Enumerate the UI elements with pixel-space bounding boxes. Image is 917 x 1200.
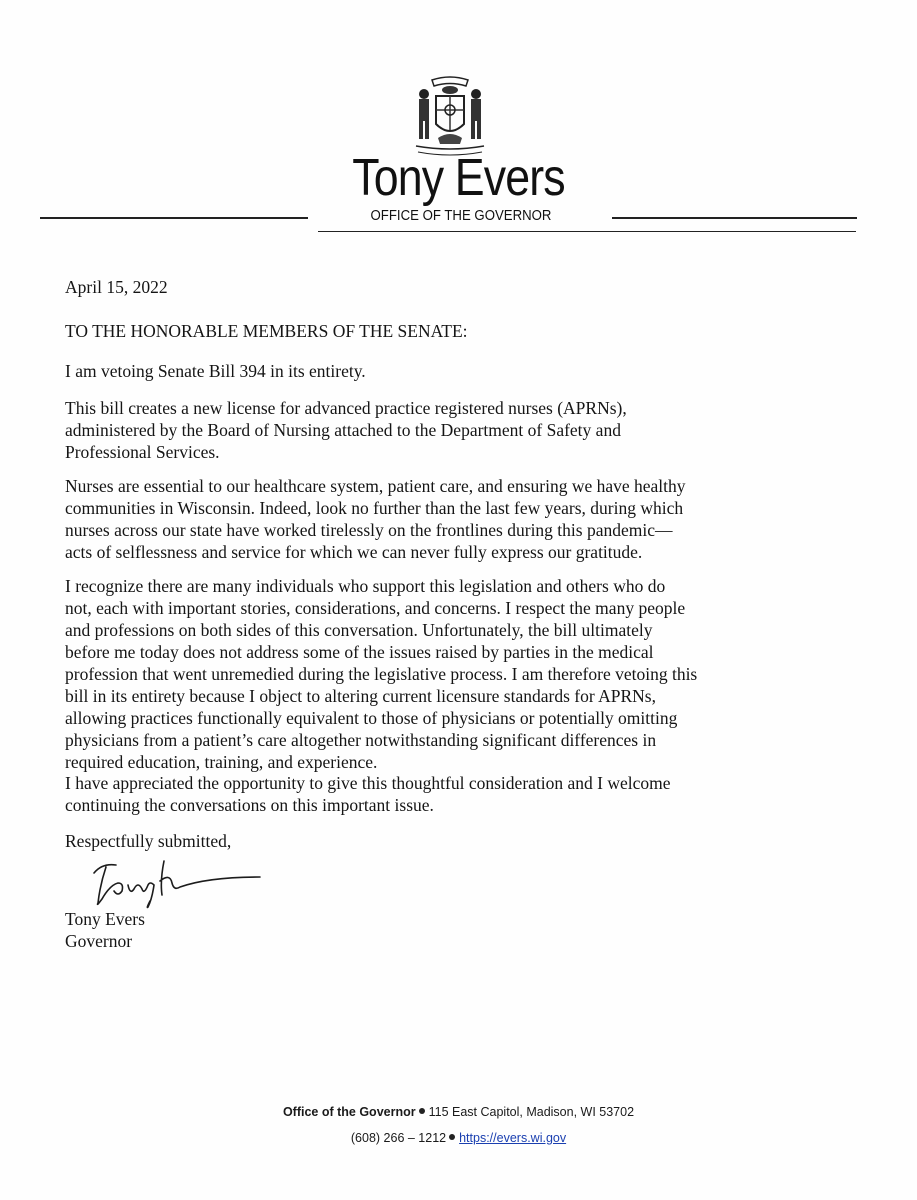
letterhead-rule-under bbox=[318, 231, 856, 232]
footer-phone: (608) 266 – 1212 bbox=[350, 1131, 447, 1145]
paragraph-line: I have appreciated the opportunity to give this thoughtful consideration and I welcome bbox=[65, 773, 671, 793]
letter-closing: Respectfully submitted, bbox=[65, 831, 232, 851]
paragraph-line: acts of selflessness and service for which we can never fully express our gratitude. bbox=[65, 542, 643, 562]
footer-address-line bbox=[0, 1105, 917, 1119]
letterhead-name: Tony Evers bbox=[352, 149, 565, 207]
footer-contact-line bbox=[0, 1131, 917, 1145]
paragraph-line: I recognize there are many individuals who support this legislation and others who do bbox=[65, 576, 666, 596]
signer-name: Tony Evers bbox=[65, 909, 145, 929]
paragraph-line: and professions on both sides of this conversation. Unfortunately, the bill ultimately bbox=[65, 620, 653, 640]
paragraph-2 bbox=[65, 397, 845, 463]
paragraph-line: bill in its entirety because I object to altering current licensure standards for APRNs, bbox=[65, 686, 656, 706]
paragraph-line: administered by the Board of Nursing attached to the Department of Safety and bbox=[65, 420, 621, 440]
paragraph-line: communities in Wisconsin. Indeed, look no further than the last few years, during which bbox=[65, 498, 684, 518]
footer-office: Office of the Governor bbox=[282, 1105, 416, 1119]
letter-date: April 15, 2022 bbox=[65, 277, 168, 297]
paragraph-line: profession that went unremedied during the legislative process. I am therefore vetoing this bbox=[65, 664, 698, 684]
paragraph-line: continuing the conversations on this important issue. bbox=[65, 795, 434, 815]
paragraph-line: allowing practices functionally equivalent to those of physicians or potentially omitting bbox=[65, 708, 678, 728]
signer-title: Governor bbox=[65, 931, 133, 951]
signer-block bbox=[65, 908, 145, 952]
paragraph-5 bbox=[65, 772, 845, 816]
paragraph-line: before me today does not address some of the issues raised by parties in the medical bbox=[65, 642, 654, 662]
paragraph-line: This bill creates a new license for advanced practice registered nurses (APRNs), bbox=[65, 398, 627, 418]
paragraph-line: required education, training, and experience. bbox=[65, 752, 378, 772]
bullet-icon bbox=[449, 1134, 455, 1140]
paragraph-3 bbox=[65, 475, 845, 563]
paragraph-4 bbox=[65, 575, 845, 773]
paragraph-line: Professional Services. bbox=[65, 442, 220, 462]
letterhead-rule-right bbox=[612, 217, 857, 219]
paragraph-1 bbox=[65, 360, 845, 382]
letterhead-rule-left bbox=[40, 217, 308, 219]
paragraph-line: Nurses are essential to our healthcare system, patient care, and ensuring we have healthy bbox=[65, 476, 686, 496]
bullet-icon bbox=[419, 1108, 425, 1114]
letterhead-office: OFFICE OF THE GOVERNOR bbox=[370, 207, 552, 224]
paragraph-line: not, each with important stories, considerations, and concerns. I respect the many people bbox=[65, 598, 686, 618]
paragraph-line: I am vetoing Senate Bill 394 in its entirety. bbox=[65, 361, 366, 381]
footer-website-link[interactable]: https://evers.wi.gov bbox=[459, 1131, 567, 1145]
paragraph-line: physicians from a patient’s care altogether notwithstanding significant differences in bbox=[65, 730, 657, 750]
state-seal-icon bbox=[402, 72, 498, 160]
letter-salutation: TO THE HONORABLE MEMBERS OF THE SENATE: bbox=[65, 321, 468, 341]
paragraph-line: nurses across our state have worked tirelessly on the frontlines during this pandemic— bbox=[65, 520, 673, 540]
handwritten-signature bbox=[88, 855, 268, 910]
footer-address: 115 East Capitol, Madison, WI 53702 bbox=[428, 1105, 635, 1119]
